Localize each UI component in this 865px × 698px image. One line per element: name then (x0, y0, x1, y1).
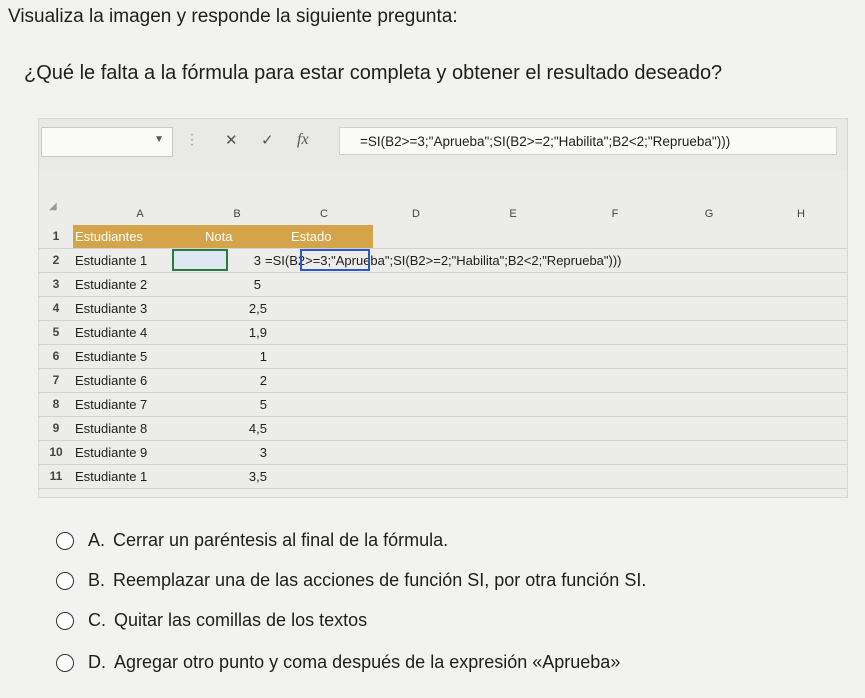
cell-a2[interactable]: Estudiante 1 (75, 253, 148, 268)
cell-a[interactable]: Estudiante 8 (75, 421, 148, 436)
cell-a[interactable]: Estudiante 1 (75, 469, 148, 484)
row-number[interactable]: 10 (49, 445, 63, 459)
row-number[interactable]: 2 (52, 253, 60, 267)
cell-b[interactable]: 2 (259, 373, 267, 388)
table-row (39, 297, 847, 321)
row-number[interactable]: 7 (52, 373, 60, 387)
table-row (39, 369, 847, 393)
table-row (39, 321, 847, 345)
option-letter: A. (88, 530, 106, 550)
row-number[interactable]: 4 (52, 301, 60, 315)
option-letter: B. (88, 570, 106, 590)
cell-a[interactable]: Estudiante 5 (75, 349, 148, 364)
row-number[interactable]: 1 (52, 229, 60, 243)
name-box[interactable] (41, 127, 173, 157)
formula-bar (39, 119, 847, 171)
row-number[interactable]: 11 (49, 469, 63, 483)
question-text: ¿Qué le falta a la fórmula para estar completa y obtener el resultado deseado? (24, 62, 723, 84)
cell-b1[interactable]: Nota (205, 229, 233, 244)
column-header-a[interactable]: A (136, 208, 144, 220)
column-header-h[interactable]: H (797, 208, 805, 220)
row-number[interactable]: 9 (52, 421, 60, 435)
cell-b[interactable]: 2,5 (248, 301, 267, 316)
cell-a[interactable]: Estudiante 2 (75, 277, 148, 292)
column-header-d[interactable]: D (412, 208, 420, 220)
answer-option-c[interactable] (56, 610, 367, 631)
table-row (39, 345, 847, 369)
confirm-icon[interactable]: ✓ (261, 132, 274, 149)
column-header-f[interactable]: F (611, 208, 619, 220)
radio-button[interactable] (56, 654, 74, 672)
cell-b[interactable]: 4,5 (248, 421, 267, 436)
chevron-down-icon[interactable]: ▼ (154, 134, 164, 145)
table-row (39, 465, 847, 489)
row-number[interactable]: 5 (52, 325, 60, 339)
row-number[interactable]: 8 (52, 397, 60, 411)
row-number[interactable]: 6 (52, 349, 60, 363)
cell-b2[interactable]: 3 (253, 253, 261, 268)
cell-b[interactable]: 1,9 (248, 325, 267, 340)
table-row (39, 249, 847, 273)
cell-a[interactable]: Estudiante 4 (75, 325, 148, 340)
option-text: Agregar otro punto y coma después de la expresión «Aprueba» (114, 652, 621, 672)
column-header-c[interactable]: C (320, 208, 328, 220)
cell-a[interactable]: Estudiante 6 (75, 373, 148, 388)
instruction-heading: Visualiza la imagen y responde la siguiente pregunta: (8, 6, 458, 27)
radio-button[interactable] (56, 612, 74, 630)
table-row (39, 417, 847, 441)
table-row (39, 225, 847, 249)
table-row (39, 273, 847, 297)
referenced-cell-highlight (172, 249, 228, 271)
option-text: Cerrar un paréntesis al final de la fórmula. (113, 530, 449, 550)
spreadsheet-screenshot (38, 118, 848, 498)
row-number[interactable]: 3 (52, 277, 60, 291)
formula-input[interactable]: =SI(B2>=3;"Aprueba";SI(B2>=2;"Habilita";B2<2;"Reprueba"))) (339, 127, 837, 155)
column-header-e[interactable]: E (509, 208, 517, 220)
option-letter: C. (88, 610, 106, 630)
cell-a[interactable]: Estudiante 9 (75, 445, 148, 460)
cell-b[interactable]: 1 (259, 349, 267, 364)
radio-button[interactable] (56, 532, 74, 550)
select-all-corner[interactable]: ◢ (49, 201, 57, 212)
fx-icon[interactable]: fx (297, 131, 309, 148)
cell-a1[interactable]: Estudiantes (75, 229, 143, 244)
cancel-icon[interactable]: ✕ (225, 132, 238, 149)
column-header-b[interactable]: B (233, 208, 241, 220)
cell-b[interactable]: 5 (253, 277, 261, 292)
cell-b[interactable]: 5 (259, 397, 267, 412)
column-header-g[interactable]: G (704, 208, 714, 220)
table-row (39, 441, 847, 465)
option-text: Quitar las comillas de los textos (114, 610, 368, 630)
option-letter: D. (88, 652, 106, 672)
answer-option-d[interactable] (56, 652, 620, 673)
cell-c1[interactable]: Estado (291, 229, 332, 244)
answer-option-a[interactable] (56, 530, 448, 551)
formula-bar-divider: ⋮ (185, 131, 199, 147)
table-row (39, 393, 847, 417)
radio-button[interactable] (56, 572, 74, 590)
cell-c2-editing[interactable]: =SI(B2>=3;"Aprueba";SI(B2>=2;"Habilita";B2<2;"Reprueba"))) (265, 253, 622, 268)
cell-b[interactable]: 3,5 (248, 469, 267, 484)
option-text: Reemplazar una de las acciones de función SI, por otra función SI. (113, 570, 647, 590)
cell-a[interactable]: Estudiante 7 (75, 397, 148, 412)
cell-a[interactable]: Estudiante 3 (75, 301, 148, 316)
cell-b[interactable]: 3 (259, 445, 267, 460)
active-cell-border (300, 249, 370, 271)
answer-option-b[interactable] (56, 570, 646, 591)
